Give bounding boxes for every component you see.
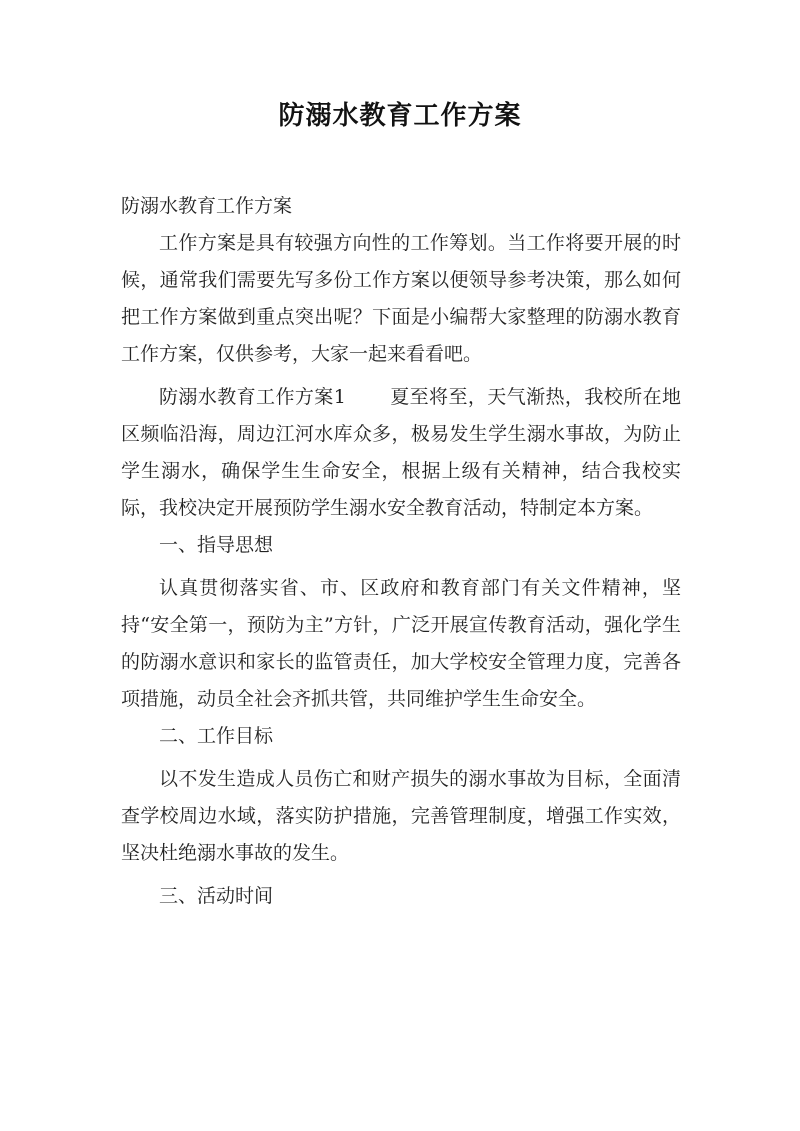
document-body xyxy=(121,188,681,915)
plan-paragraph xyxy=(121,379,681,527)
document-title: 防溺水教育工作方案 xyxy=(278,101,522,131)
plan-text: 夏至将至，天气渐热，我校所在地区频临沿海，周边江河水库众多，极易发生学生溺水事故，为防止学生溺水，确保学生生命安全，根据上级有关精神，结合我校实际，我校决定开展预防学生溺水安全教育活动，特制定本方案。 xyxy=(121,386,681,519)
plan-label: 防溺水教育工作方案1 xyxy=(159,386,346,408)
section-heading-work-goals: 二、工作目标 xyxy=(159,725,274,747)
section-heading-guiding-ideology: 一、指导思想 xyxy=(159,534,274,556)
section-heading-activity-time: 三、活动时间 xyxy=(159,885,274,907)
section-text-work-goals: 以不发生造成人员伤亡和财产损失的溺水事故为目标，全面清查学校周边水域，落实防护措施，完善管理制度，增强工作实效，坚决杜绝溺水事故的发生。 xyxy=(121,768,681,864)
document-subtitle: 防溺水教育工作方案 xyxy=(121,195,293,217)
intro-paragraph: 工作方案是具有较强方向性的工作筹划。当工作将要开展的时候，通常我们需要先写多份工作方案以便领导参考决策，那么如何把工作方案做到重点突出呢？下面是小编帮大家整理的防溺水教育工作方案，仅供参考，大家一起来看看吧。 xyxy=(121,232,681,365)
section-text-guiding-ideology: 认真贯彻落实省、市、区政府和教育部门有关文件精神，坚持“安全第一，预防为主”方针，广泛开展宣传教育活动，强化学生的防溺水意识和家长的监管责任，加大学校安全管理力度，完善各项措施，动员全社会齐抓共管，共同维护学生生命安全。 xyxy=(121,577,681,710)
